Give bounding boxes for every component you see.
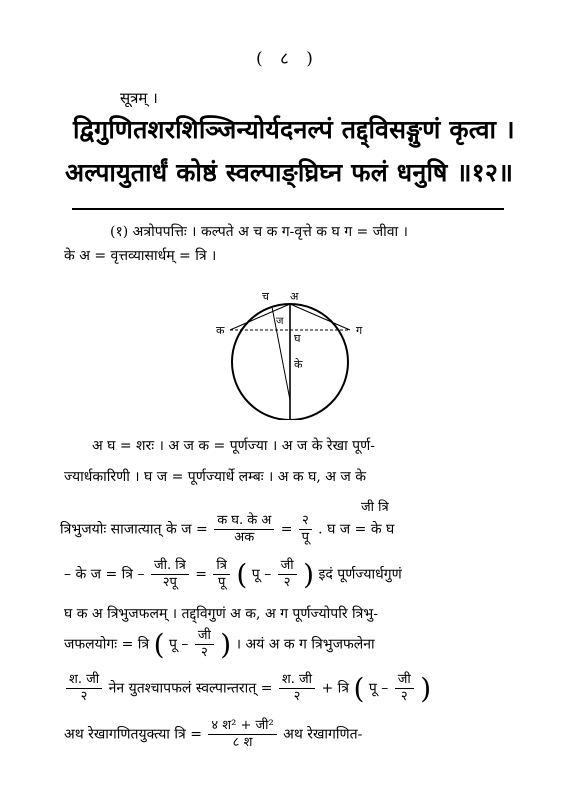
close-paren: ) (303, 558, 315, 591)
fraction (395, 672, 414, 705)
open-paren: ( (236, 558, 248, 591)
equals: = (280, 521, 293, 538)
fraction (279, 672, 315, 705)
label-ja: ज (276, 316, 284, 327)
line-f-end: । अयं अ क ग त्रिभुजफलेना (235, 636, 375, 653)
line-c-start: त्रिभुजयोः साजात्यात् के ज = (60, 521, 208, 538)
numerator: २ (299, 513, 312, 530)
numerator: क घ. के अ (214, 513, 274, 530)
upapatti-line-2: के अ = वृत्तव्यासार्धम् = त्रि । (64, 248, 217, 264)
line-c-end: . घ ज = के घ (318, 521, 395, 538)
fraction (278, 558, 297, 591)
denominator: २ (400, 689, 408, 704)
label-ke: के (294, 358, 303, 371)
chord-ag (290, 304, 350, 330)
numerator: ४ श² + जी² (208, 718, 276, 735)
line-d-end: इदं पूर्णज्यार्धगुणं (318, 566, 402, 583)
numerator: जी. त्रि (151, 558, 189, 575)
circle-diagram (210, 290, 370, 420)
open-paren: ( (153, 628, 165, 661)
line-d-start: – के ज = त्रि – (64, 566, 145, 583)
denominator: अक (234, 530, 255, 545)
fraction (214, 513, 274, 546)
paren-inner: पू – (368, 680, 389, 697)
page-number: ( ८ ) (256, 49, 319, 69)
line-h-end: अथ रेखागणित- (283, 726, 363, 743)
fraction (66, 672, 102, 705)
denominator: ८ श (232, 735, 253, 750)
plus-tri: + त्रि (321, 680, 350, 697)
body-line-h (64, 718, 362, 751)
body-line-e: घ क अ त्रिभुजफलम् । तद्द्विगुणं अ क, अ ग पूर्णज्योपरि त्रिभु- (64, 606, 378, 622)
sutra-label: सूत्रम् । (120, 89, 158, 107)
fraction (208, 718, 276, 751)
paren-inner: पू – (168, 636, 189, 653)
body-line-b: ज्यार्धकारिणी । घ ज = पूर्णज्यार्धे लम्बः । अ क घ, अ ज के (64, 469, 367, 485)
numerator: जी (395, 672, 414, 689)
denominator: २ (200, 645, 208, 660)
close-paren: ) (420, 672, 432, 705)
numerator: जी (195, 628, 214, 645)
label-cha: च (262, 290, 269, 303)
denominator: पू (301, 530, 310, 545)
denominator: २ (293, 689, 301, 704)
fraction (213, 558, 230, 591)
line-h-start: अथ रेखागणितयुक्त्या त्रि = (64, 726, 202, 743)
close-paren: ) (220, 628, 232, 661)
numerator: जी (278, 558, 297, 575)
denominator: २पू (162, 575, 177, 590)
paren-inner: पू – (251, 566, 272, 583)
denominator: पू (217, 575, 226, 590)
body-line-c (60, 513, 394, 546)
label-a: अ (290, 290, 299, 303)
numerator: श. जी (66, 672, 102, 689)
above-c: जी त्रि (361, 500, 389, 515)
body-line-d (64, 558, 402, 591)
open-paren: ( (353, 672, 365, 705)
section-divider (72, 208, 504, 210)
body-line-f (64, 628, 375, 661)
verse-line-1: द्विगुणितशरशिञ्जिन्योर्यदनल्पं तद्द्विसङ्गुणं कृत्वा । (73, 115, 515, 144)
fraction (195, 628, 214, 661)
body-line-g (64, 672, 431, 705)
numerator: त्रि (213, 558, 230, 575)
denominator: २ (80, 689, 88, 704)
label-ka: क (216, 324, 225, 337)
upapatti-line-1: (१) अत्रोपपत्तिः । कल्पते अ च क ग-वृत्ते क घ ग = जीवा । (110, 224, 408, 240)
line-f-start: जफलयोगः = त्रि (64, 636, 150, 653)
fraction (299, 513, 312, 546)
line-g-mid: नेन युतश्चापफलं स्वल्पान्तरात् = (108, 680, 273, 697)
fraction (151, 558, 189, 591)
equals: = (195, 566, 207, 583)
denominator: २ (283, 575, 291, 590)
body-line-a: अ घ = शरः । अ ज क = पूर्णज्या । अ ज के रेखा पूर्ण- (92, 438, 375, 454)
numerator: श. जी (279, 672, 315, 689)
label-ga: ग (356, 324, 363, 337)
verse-line-2: अल्पायुतार्धं कोष्ठं स्वल्पाङ्घ्रिघ्न फलं धनुषि ॥१२॥ (65, 158, 514, 187)
label-gha: घ (294, 332, 301, 345)
